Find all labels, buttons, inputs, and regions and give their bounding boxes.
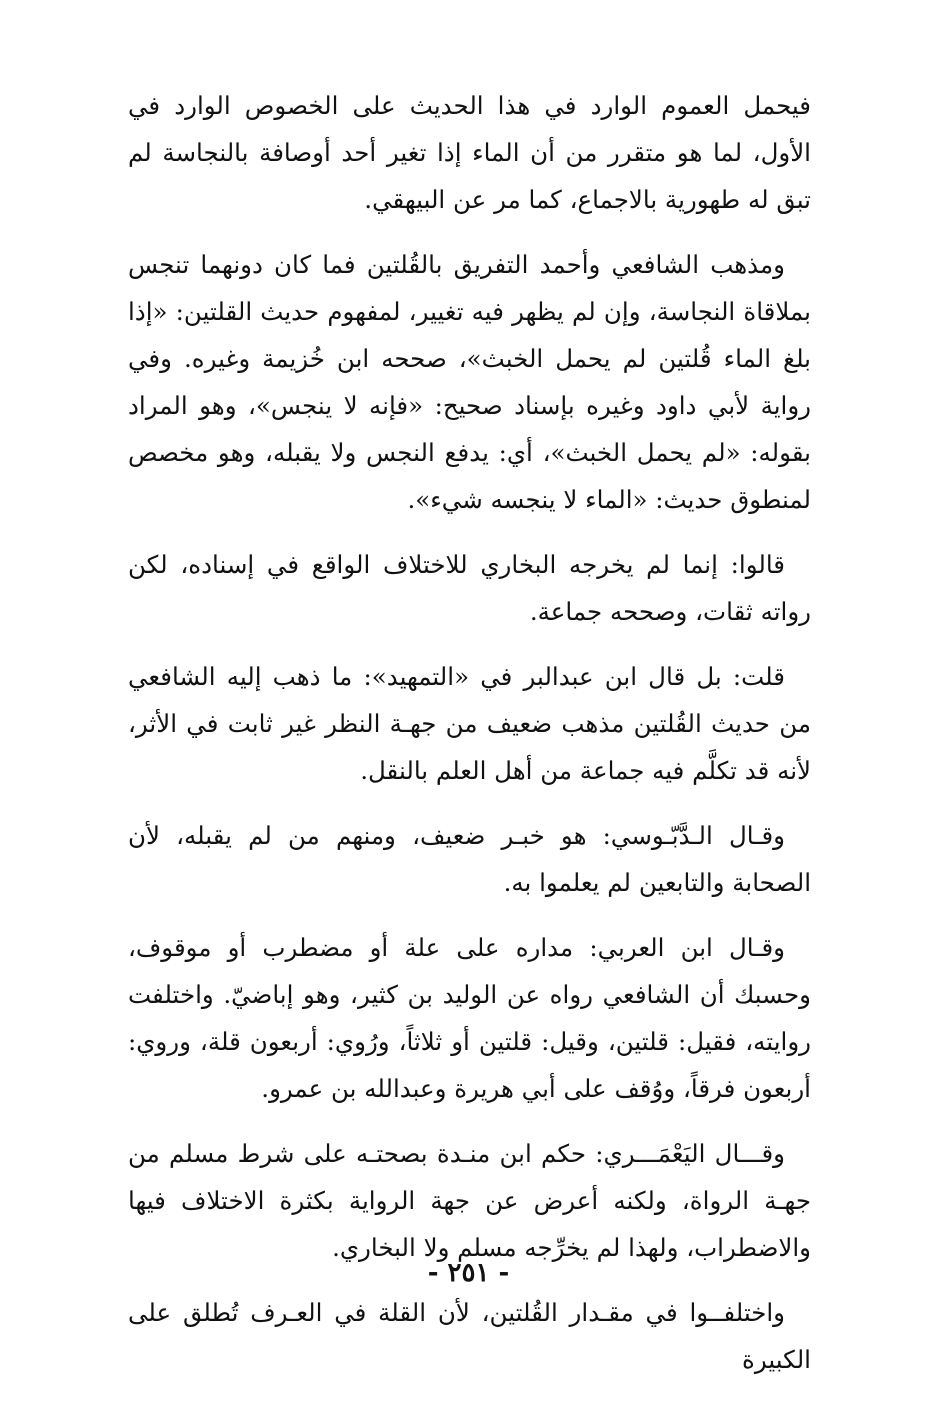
paragraph-2: ومذهب الشافعي وأحمد التفريق بالقُلتين فما كان دونهما تنجس بملاقاة النجاسة، وإن لم يظهر فيه تغيير، لمفهوم حديث القلتين: «إذا بلغ الماء قُلتين لم يحمل الخبث»، صححه ابن خُزيمة وغيره. وفي رواية لأبي داود وغيره بإسناد صحيح: «فإنه لا ينجس»، وهو المراد بقوله: «لم يحمل الخبث»، أي: يدفع النجس ولا يقبله، وهو مخصص لمنطوق حديث: «الماء لا ينجسه شيء». xyxy=(128,250,811,514)
paragraph-3: قالوا: إنما لم يخرجه البخاري للاختلاف الواقع في إسناده، لكن رواته ثقات، وصححه جماعة. xyxy=(128,550,811,626)
paragraph-1: فيحمل العموم الوارد في هذا الحديث على الخصوص الوارد في الأول، لما هو متقرر من أن الماء إذا تغير أحد أوصافة بالنجاسة لم تبق له طهورية بالاجماع، كما مر عن البيهقي. xyxy=(128,91,811,214)
paragraph-8: واختلفــوا في مقـدار القُلتين، لأن القلة في العـرف تُطلق على الكبيرة xyxy=(128,1298,811,1374)
text-body xyxy=(128,82,811,1401)
paragraph-6: وقـال ابن العربي: مداره على علة أو مضطرب أو موقوف، وحسبك أن الشافعي رواه عن الوليد بن كثير، وهو إباضيّ. واختلفت روايته، فقيل: قلتين، وقيل: قلتين أو ثلاثاً، ورُوي: أربعون قلة، وروي: أربعون فرقاً، ووُقف على أبي هريرة وعبدالله بن عمرو. xyxy=(128,933,811,1103)
paragraph-4: قلت: بل قال ابن عبدالبر في «التمهيد»: ما ذهب إليه الشافعي من حديث القُلتين مذهب ضعيف من جهـة النظر غير ثابت في الأثر، لأنه قد تكلَّم فيه جماعة من أهل العلم بالنقل. xyxy=(128,662,811,785)
page-number: - ٢٥١ - xyxy=(427,1258,510,1288)
paragraph-5: وقـال الـدَّبّـوسي: هو خبـر ضعيف، ومنهم من لم يقبله، لأن الصحابة والتابعين لم يعلموا به. xyxy=(128,821,811,897)
paragraph-7: وقـــال اليَعْمَـــري: حكم ابن منـدة بصحتـه على شرط مسلم من جهـة الرواة، ولكنه أعرض عن جهة الرواية بكثرة الاختلاف فيها والاضطراب، ولهذا لم يخرِّجه مسلم ولا البخاري. xyxy=(128,1139,811,1262)
